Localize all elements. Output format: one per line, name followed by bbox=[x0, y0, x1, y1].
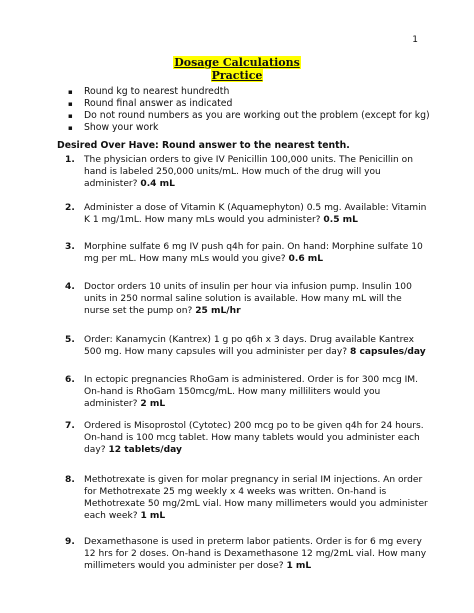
question-text: Order: Kanamycin (Kantrex) 1 g po q6h x 3 days. Drug available Kantrex 500 mg. How many capsules will you administer per day? bbox=[84, 335, 414, 357]
question-text: Dexamethasone is used in preterm labor patients. Order is for 6 mg every 12 hrs for 2 doses. On-hand is Dexamethasone 12 mg/2mL vial. How many millimeters would you administer per dose? bbox=[84, 537, 427, 571]
question-item bbox=[57, 281, 429, 317]
question-item bbox=[57, 420, 429, 456]
question-answer: 8 capsules/day bbox=[349, 347, 426, 357]
rule-item bbox=[68, 122, 430, 134]
question-answer: 0.5 mL bbox=[323, 215, 358, 225]
question-item bbox=[57, 374, 429, 410]
question-number: 4. bbox=[65, 282, 75, 292]
question-answer: 1 mL bbox=[140, 511, 166, 521]
rule-item bbox=[68, 86, 430, 98]
question-item bbox=[57, 241, 429, 265]
question-number: 1. bbox=[65, 155, 75, 165]
bullet-icon: ▪ bbox=[68, 112, 73, 120]
question-answer: 0.6 mL bbox=[288, 254, 324, 264]
rule-text: Do not round numbers as you are working out the problem (except for kg) bbox=[84, 110, 430, 121]
question-answer: 25 mL/hr bbox=[195, 306, 241, 316]
question-item bbox=[57, 154, 429, 190]
question-answer: 0.4 mL bbox=[140, 179, 175, 189]
question-text: Ordered is Misoprostol (Cytotec) 200 mcg po to be given q4h for 24 hours. On-hand is 100 mcg tablet. How many tablets would you administer each day? bbox=[84, 421, 424, 455]
question-number: 9. bbox=[65, 537, 75, 547]
page-number: 1 bbox=[412, 35, 418, 45]
question-text: Methotrexate is given for molar pregnancy in serial IM injections. An order for Methotrexate 25 mg weekly x 4 weeks was written. On-hand is Methotrexate 50 mg/2mL vial. How many millimeters would you administer each week? bbox=[84, 475, 428, 521]
rule-text: Show your work bbox=[84, 122, 159, 133]
question-answer: 1 mL bbox=[286, 561, 312, 571]
bullet-icon: ▪ bbox=[68, 124, 73, 132]
question-text: In ectopic pregnancies RhoGam is administered. Order is for 300 mcg IM. On-hand is RhoGam 150mcg/mL. How many milliliters would you administer? bbox=[84, 375, 419, 409]
question-number: 6. bbox=[65, 375, 75, 385]
rule-text: Round final answer as indicated bbox=[84, 98, 233, 109]
question-answer: 12 tablets/day bbox=[108, 445, 182, 455]
question-item bbox=[57, 536, 429, 572]
instruction-heading: Desired Over Have: Round answer to the nearest tenth. bbox=[57, 140, 350, 151]
question-text: Doctor orders 10 units of insulin per hour via infusion pump. Insulin 100 units in 250 normal saline solution is available. How many mL will the nurse set the pump on? bbox=[84, 282, 412, 316]
bullet-icon: ▪ bbox=[68, 88, 73, 96]
question-number: 2. bbox=[65, 203, 75, 213]
question-item bbox=[57, 202, 429, 226]
question-number: 7. bbox=[65, 421, 75, 431]
question-text: Administer a dose of Vitamin K (Aquamephyton) 0.5 mg. Available: Vitamin K 1 mg/1mL. How many mLs would you administer? bbox=[84, 203, 427, 225]
title-line-1: Dosage Calculations bbox=[174, 56, 300, 69]
rule-item bbox=[68, 98, 430, 110]
bullet-icon: ▪ bbox=[68, 100, 73, 108]
question-item bbox=[57, 334, 429, 358]
question-text: Morphine sulfate 6 mg IV push q4h for pain. On hand: Morphine sulfate 10 mg per mL. How many mLs would you give? bbox=[84, 242, 423, 264]
question-answer: 2 mL bbox=[140, 399, 166, 409]
rule-item bbox=[68, 110, 430, 122]
question-number: 8. bbox=[65, 475, 75, 485]
question-number: 3. bbox=[65, 242, 75, 252]
question-text: The physician orders to give IV Penicillin 100,000 units. The Penicillin on hand is labeled 250,000 units/mL. How much of the drug will you administer? bbox=[84, 155, 413, 189]
page-title bbox=[0, 56, 474, 82]
rules-list bbox=[68, 86, 430, 134]
title-line-2: Practice bbox=[211, 69, 263, 82]
question-number: 5. bbox=[65, 335, 75, 345]
rule-text: Round kg to nearest hundredth bbox=[84, 86, 230, 97]
question-item bbox=[57, 474, 429, 522]
